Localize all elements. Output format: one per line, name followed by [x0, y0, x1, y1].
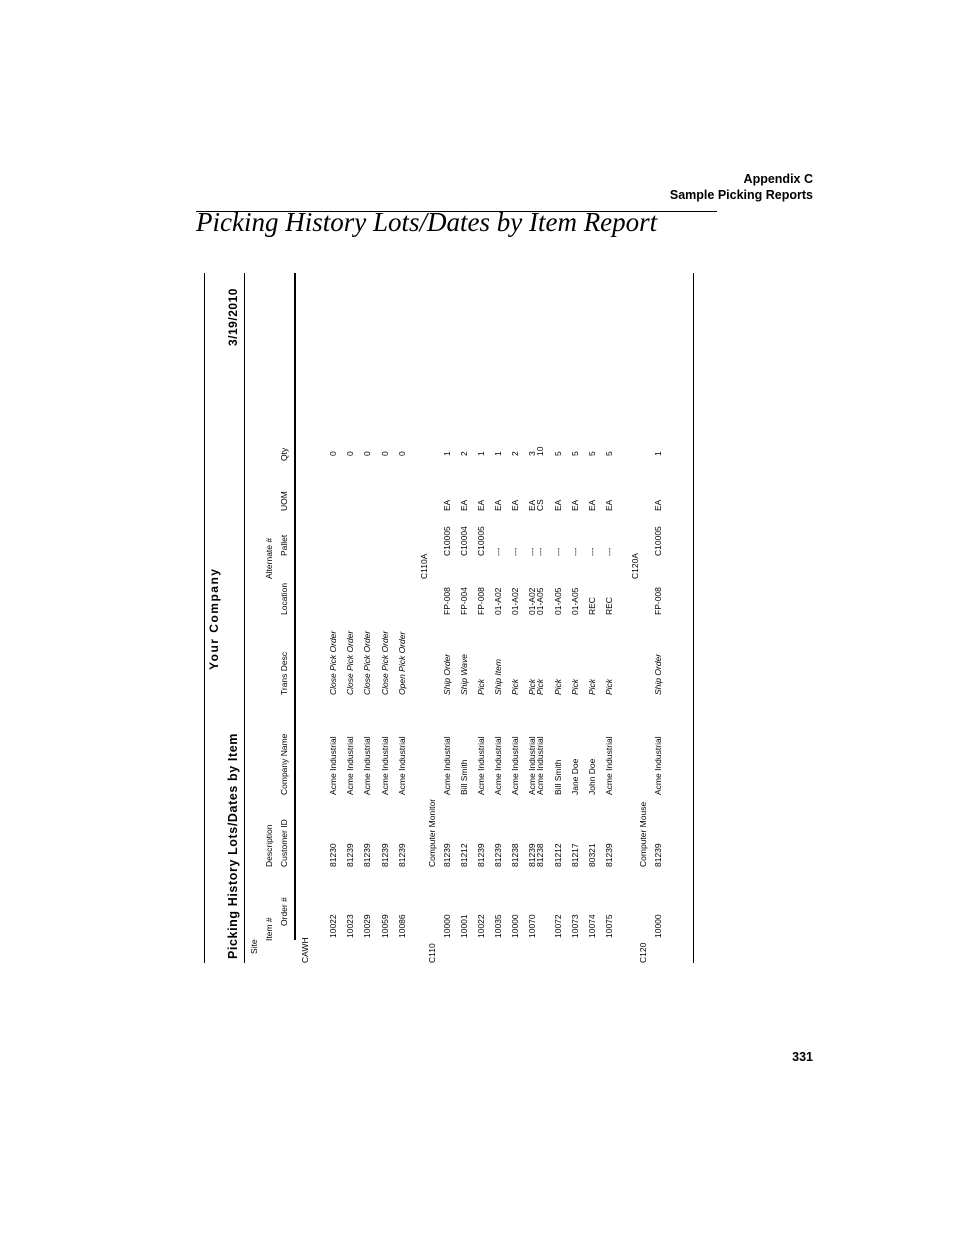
col-header-location: Location — [279, 582, 289, 615]
customer-id: 81217 — [570, 843, 580, 867]
customer-id: 81239 — [527, 843, 537, 867]
customer-id: 81230 — [328, 843, 338, 867]
col-header-order: Order # — [279, 897, 289, 926]
customer-id: 81239 — [397, 843, 407, 867]
company-name: John Doe — [587, 758, 597, 795]
report-rule-bottom — [693, 273, 694, 963]
location: 01-A02 — [510, 587, 520, 615]
pallet: --- — [535, 547, 545, 556]
uom: EA — [604, 499, 614, 511]
page-number: 331 — [792, 1050, 813, 1064]
company-name: Bill Smith — [553, 759, 563, 795]
col-header-description: Description — [264, 824, 274, 867]
company-name: Acme Industrial — [380, 736, 390, 795]
trans-desc: Pick — [535, 678, 545, 695]
item-description: Computer Monitor — [427, 798, 437, 867]
col-header-uom: UOM — [279, 491, 289, 511]
customer-id: 81239 — [362, 843, 372, 867]
report-image — [204, 273, 694, 963]
uom: EA — [476, 499, 486, 511]
location: FP-008 — [653, 587, 663, 615]
order-number: 10000 — [653, 914, 663, 938]
report-title: Picking History Lots/Dates by Item — [226, 732, 240, 959]
trans-desc: Open Pick Order — [397, 631, 407, 695]
company-name: Acme Industrial — [476, 736, 486, 795]
trans-desc: Pick — [587, 678, 597, 695]
location: 01-A05 — [570, 587, 580, 615]
customer-id: 81239 — [476, 843, 486, 867]
order-number: 10074 — [587, 914, 597, 938]
company-name: Bill Smith — [459, 759, 469, 795]
item-alternate: C110A — [419, 553, 429, 579]
pallet: C10005 — [442, 526, 452, 556]
location: 01-A02 — [493, 587, 503, 615]
col-header-item: Item # — [264, 917, 274, 941]
quantity: 3 — [527, 451, 537, 456]
customer-id: 81239 — [442, 843, 452, 867]
order-number: 10000 — [510, 914, 520, 938]
order-number: 10022 — [476, 914, 486, 938]
quantity: 2 — [510, 451, 520, 456]
customer-id: 81238 — [535, 843, 545, 867]
pallet: --- — [570, 547, 580, 556]
col-header-site: Site — [249, 939, 259, 954]
site-code: CAWH — [300, 937, 310, 963]
item-number: C110 — [427, 943, 437, 963]
trans-desc: Pick — [604, 678, 614, 695]
order-number: 10072 — [553, 914, 563, 938]
order-number: 10001 — [459, 914, 469, 938]
order-number: 10029 — [362, 914, 372, 938]
report-sheet — [204, 273, 694, 963]
trans-desc: Pick — [527, 678, 537, 695]
col-header-alternate: Alternate # — [264, 537, 274, 579]
pallet: --- — [510, 547, 520, 556]
pallet: --- — [553, 547, 563, 556]
trans-desc: Pick — [570, 678, 580, 695]
trans-desc: Ship Order — [442, 653, 452, 695]
company-name: Acme Industrial — [510, 736, 520, 795]
customer-id: 81212 — [459, 843, 469, 867]
uom: EA — [570, 499, 580, 511]
quantity: 1 — [476, 451, 486, 456]
company-name: Acme Industrial — [345, 736, 355, 795]
trans-desc: Pick — [476, 678, 486, 695]
location: FP-008 — [442, 587, 452, 615]
uom: EA — [653, 499, 663, 511]
pallet: C10004 — [459, 526, 469, 556]
location: 01-A02 — [527, 587, 537, 615]
order-number: 10022 — [328, 914, 338, 938]
item-alternate: C120A — [630, 553, 640, 579]
trans-desc: Ship Item — [493, 659, 503, 695]
quantity: 0 — [362, 451, 372, 456]
quantity: 1 — [493, 451, 503, 456]
order-number: 10075 — [604, 914, 614, 938]
customer-id: 81238 — [510, 843, 520, 867]
col-header-qty: Qty — [279, 447, 289, 461]
customer-id: 81239 — [380, 843, 390, 867]
quantity: 2 — [459, 451, 469, 456]
quantity: 0 — [380, 451, 390, 456]
uom: CS — [535, 499, 545, 511]
col-header-trans-desc: Trans Desc — [279, 651, 289, 695]
uom: EA — [553, 499, 563, 511]
company-name: Acme Industrial — [604, 736, 614, 795]
company-name: Acme Industrial — [328, 736, 338, 795]
trans-desc: Close Pick Order — [362, 630, 372, 695]
trans-desc: Pick — [510, 678, 520, 695]
customer-id: 80321 — [587, 843, 597, 867]
company-name: Acme Industrial — [653, 736, 663, 795]
item-description: Computer Mouse — [638, 801, 648, 867]
customer-id: 81239 — [493, 843, 503, 867]
report-rule-top — [204, 273, 205, 963]
order-number: 10073 — [570, 914, 580, 938]
trans-desc: Close Pick Order — [345, 630, 355, 695]
report-rule-title — [244, 273, 245, 963]
company-name: Acme Industrial — [527, 736, 537, 795]
col-header-customer-id: Customer ID — [279, 819, 289, 867]
company-name: Jane Doe — [570, 758, 580, 795]
quantity: 0 — [397, 451, 407, 456]
quantity: 1 — [442, 451, 452, 456]
trans-desc: Ship Order — [653, 653, 663, 695]
location: FP-008 — [476, 587, 486, 615]
uom: EA — [493, 499, 503, 511]
pallet: --- — [587, 547, 597, 556]
location: REC — [587, 597, 597, 615]
location: 01-A05 — [535, 587, 545, 615]
pallet: C10005 — [476, 526, 486, 556]
uom: EA — [442, 499, 452, 511]
uom: EA — [459, 499, 469, 511]
quantity: 0 — [328, 451, 338, 456]
page-title: Picking History Lots/Dates by Item Report — [196, 207, 658, 237]
report-rule-header — [294, 273, 296, 940]
location: REC — [604, 597, 614, 615]
col-header-pallet: Pallet — [279, 534, 289, 556]
company-name: Acme Industrial — [442, 736, 452, 795]
trans-desc: Close Pick Order — [380, 630, 390, 695]
trans-desc: Pick — [553, 678, 563, 695]
order-number: 10000 — [442, 914, 452, 938]
customer-id: 81239 — [653, 843, 663, 867]
pallet: --- — [493, 547, 503, 556]
order-number: 10059 — [380, 914, 390, 938]
pallet: C10005 — [653, 526, 663, 556]
quantity: 10 — [535, 446, 545, 456]
order-number: 10035 — [493, 914, 503, 938]
order-number: 10086 — [397, 914, 407, 938]
quantity: 5 — [570, 451, 580, 456]
location: FP-004 — [459, 587, 469, 615]
order-number: 10070 — [527, 914, 537, 938]
quantity: 0 — [345, 451, 355, 456]
order-number: 10023 — [345, 914, 355, 938]
section-label: Sample Picking Reports — [669, 188, 813, 202]
quantity: 5 — [553, 451, 563, 456]
col-header-company-name: Company Name — [279, 733, 289, 795]
report-date: 3/19/2010 — [226, 288, 240, 346]
uom: EA — [510, 499, 520, 511]
company-name: Acme Industrial — [535, 736, 545, 795]
item-number: C120 — [638, 942, 648, 963]
customer-id: 81212 — [553, 843, 563, 867]
company-name: Acme Industrial — [397, 736, 407, 795]
pallet: --- — [604, 547, 614, 556]
uom: EA — [527, 499, 537, 511]
trans-desc: Ship Wave — [459, 654, 469, 695]
title-rule — [196, 211, 717, 212]
trans-desc: Close Pick Order — [328, 630, 338, 695]
uom: EA — [587, 499, 597, 511]
quantity: 5 — [587, 451, 597, 456]
company-name: Acme Industrial — [362, 736, 372, 795]
pallet: --- — [527, 547, 537, 556]
appendix-label: Appendix C — [743, 172, 813, 186]
location: 01-A05 — [553, 587, 563, 615]
company-name: Acme Industrial — [493, 736, 503, 795]
customer-id: 81239 — [345, 843, 355, 867]
customer-id: 81239 — [604, 843, 614, 867]
quantity: 5 — [604, 451, 614, 456]
report-company: Your Company — [207, 567, 221, 670]
quantity: 1 — [653, 451, 663, 456]
